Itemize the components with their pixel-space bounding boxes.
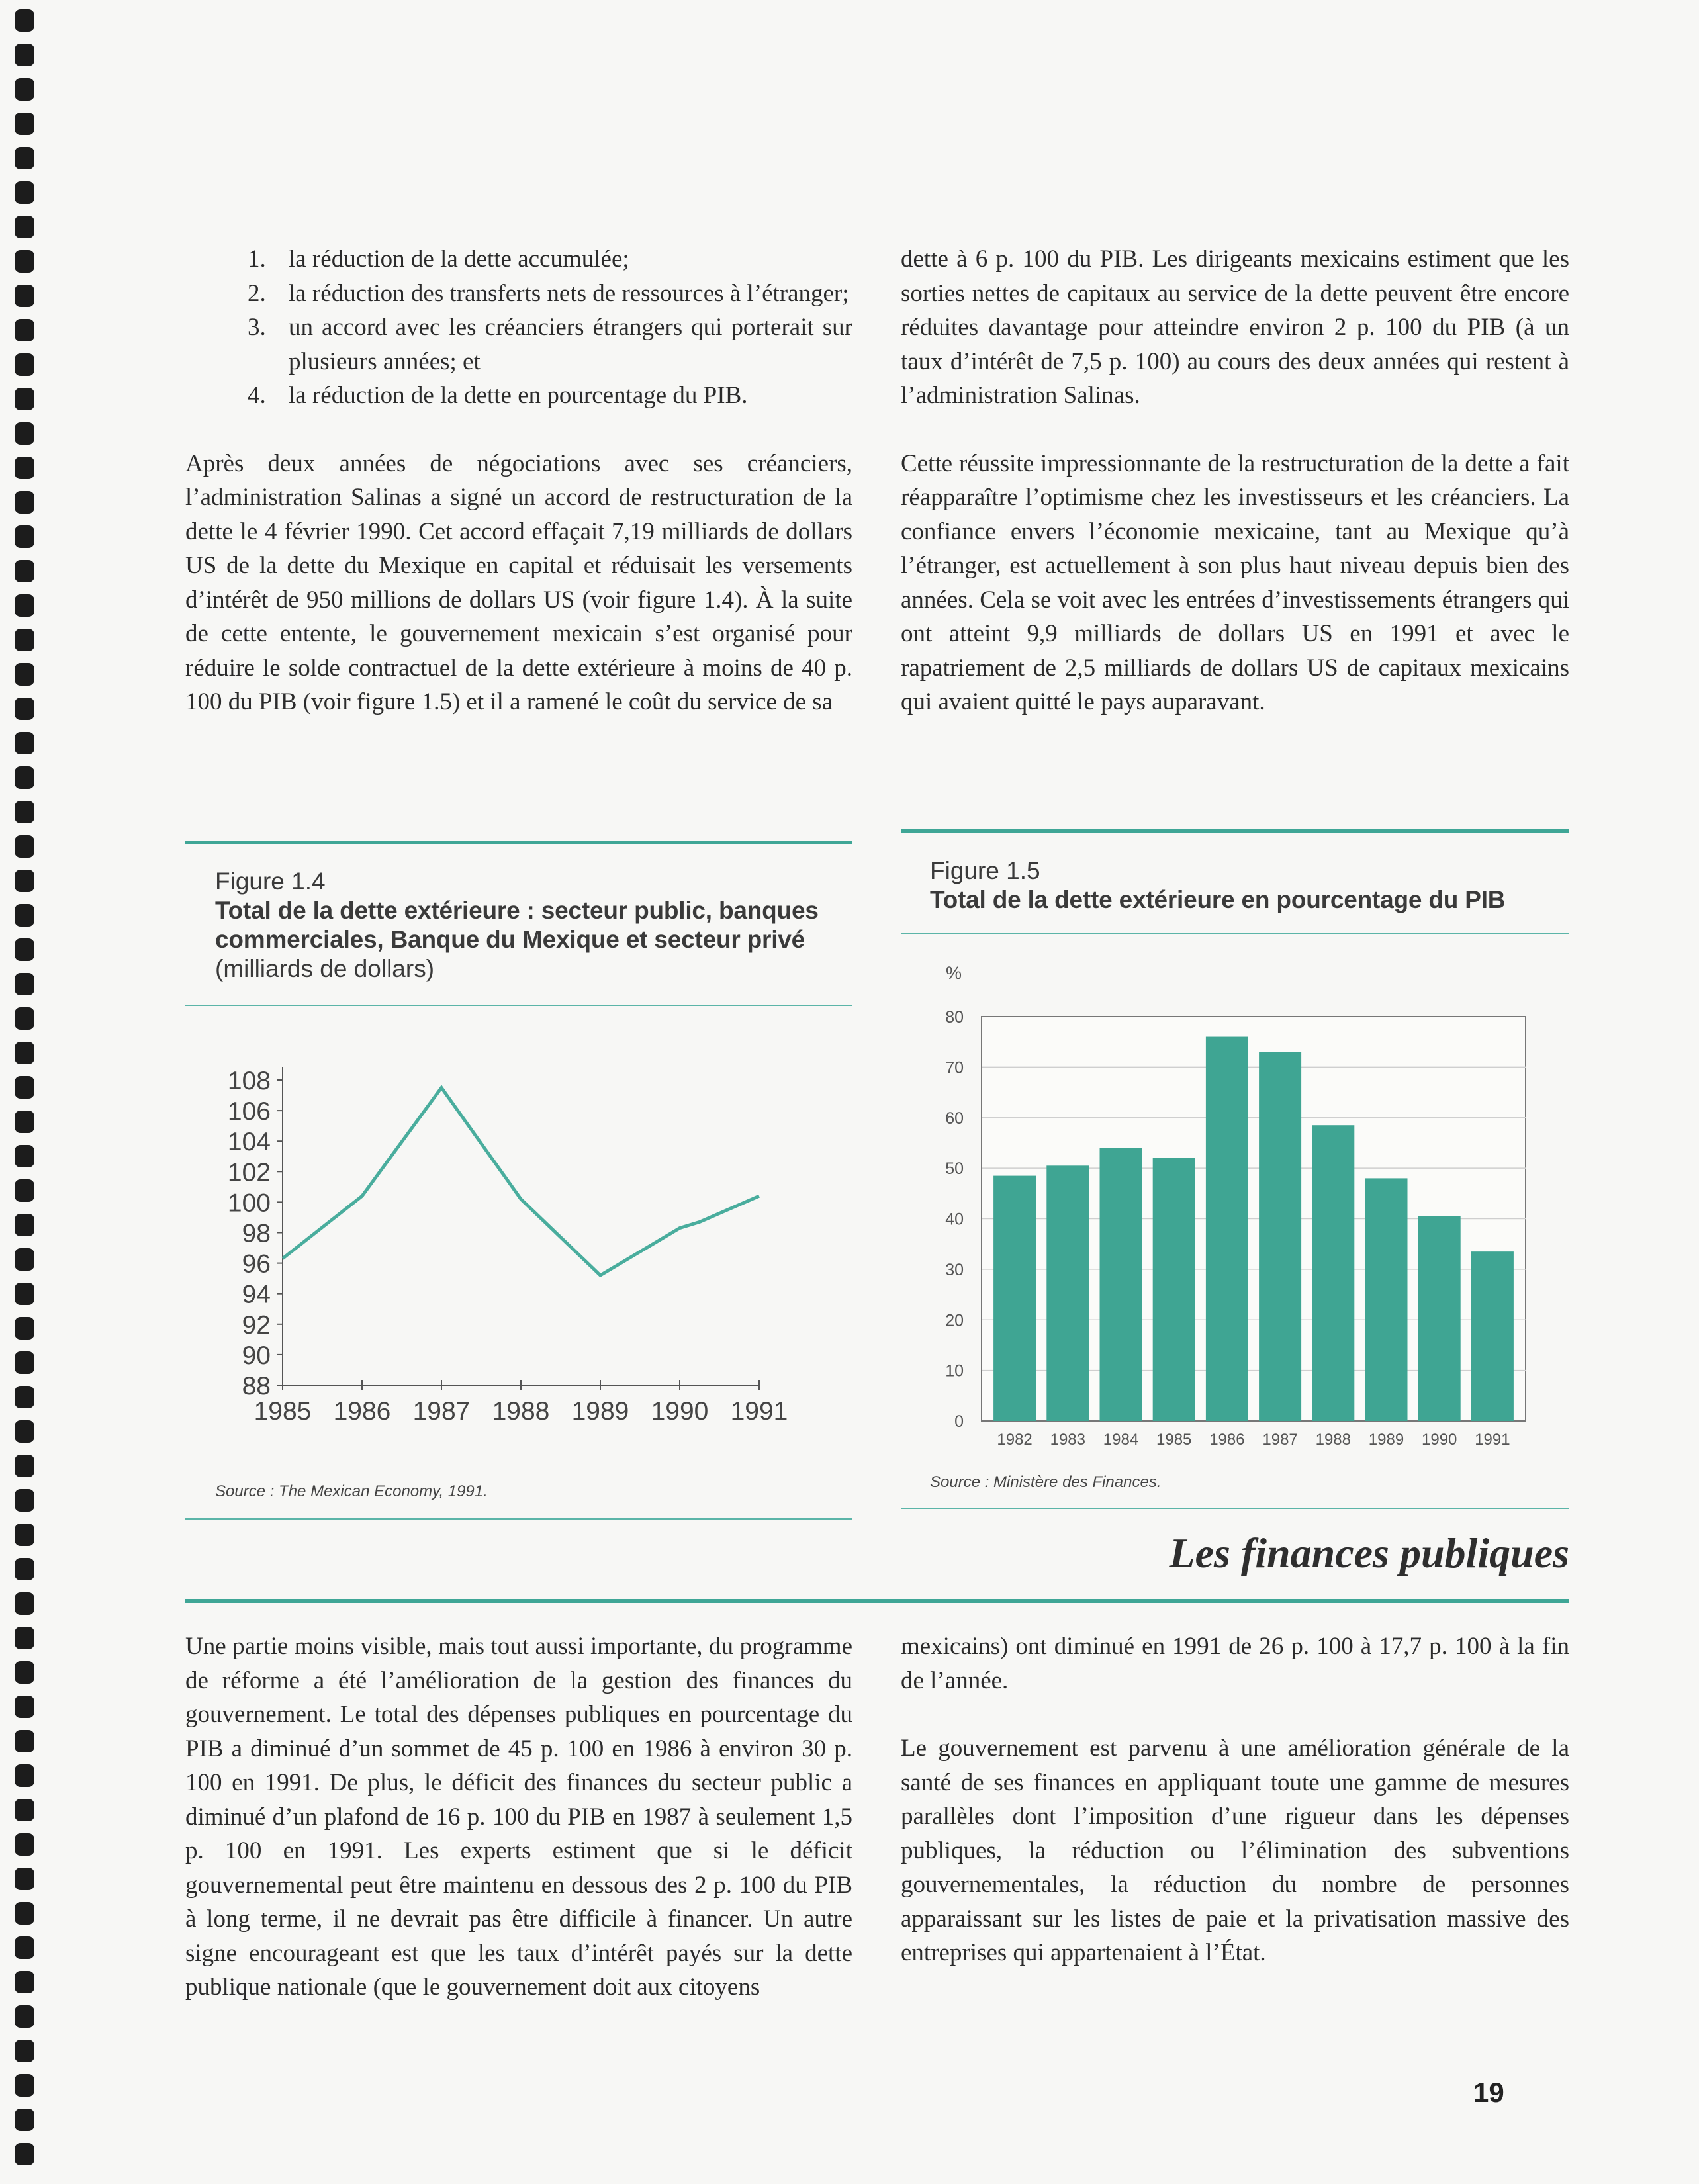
list-text: la réduction de la dette accumulée; bbox=[289, 246, 629, 273]
bar bbox=[1046, 1165, 1089, 1421]
left-column-top bbox=[185, 242, 852, 753]
list-text: un accord avec les créanciers étrangers qui porterait sur plusieurs années; et bbox=[289, 314, 852, 375]
y-tick-label: 102 bbox=[227, 1158, 271, 1187]
list-number: 1. bbox=[248, 246, 266, 273]
binding-hole bbox=[15, 1351, 34, 1374]
binding-hole bbox=[15, 285, 34, 307]
figure-title: Total de la dette extérieure : secteur public, banques commerciales, Banque du Mexique et secteur privé bbox=[215, 897, 819, 953]
numbered-list bbox=[185, 242, 852, 413]
binding-hole bbox=[15, 1696, 34, 1718]
binding-hole bbox=[15, 1936, 34, 1959]
y-tick-label: 80 bbox=[945, 1008, 964, 1026]
binding-hole bbox=[15, 44, 34, 66]
binding-hole bbox=[15, 1283, 34, 1305]
list-text: la réduction de la dette en pourcentage du PIB. bbox=[289, 382, 748, 409]
binding-hole bbox=[15, 1007, 34, 1030]
x-tick-label: 1991 bbox=[1475, 1431, 1510, 1449]
y-tick-label: 40 bbox=[945, 1210, 964, 1229]
x-tick-label: 1989 bbox=[571, 1397, 629, 1426]
y-tick-label: 50 bbox=[945, 1160, 964, 1179]
binding-hole bbox=[15, 9, 34, 32]
figure-source: Source : The Mexican Economy, 1991. bbox=[215, 1482, 488, 1500]
figure-bottom-rule bbox=[901, 1508, 1569, 1509]
x-tick-label: 1989 bbox=[1368, 1431, 1404, 1449]
x-tick-label: 1988 bbox=[1315, 1431, 1351, 1449]
x-tick-label: 1988 bbox=[492, 1397, 550, 1426]
y-tick-label: 94 bbox=[242, 1280, 271, 1309]
paragraph: Cette réussite impressionnante de la restructuration de la dette a fait réapparaître l’optimisme chez les investisseurs et les créanciers. La confiance envers l’économie mexicaine, tant au Mexique qu’à l’étranger, est actuellement à son plus haut niveau depuis bien des années. Cela se voit avec les entrées d’investissements étrangers qui ont atteint 9,9 milliards de dollars US en 1991 et avec le rapatriement de 2,5 milliards de dollars US de capitaux mexicains qui avaient quitté le pays auparavant. bbox=[901, 449, 1569, 715]
binding-hole bbox=[15, 1317, 34, 1340]
section-rule bbox=[185, 1599, 1569, 1603]
figure-top-rule bbox=[185, 841, 852, 844]
x-tick-label: 1982 bbox=[997, 1431, 1033, 1449]
binding-hole bbox=[15, 1868, 34, 1890]
figure-bottom-rule bbox=[185, 1518, 852, 1520]
binding-hole bbox=[15, 2040, 34, 2062]
binding-hole bbox=[15, 491, 34, 514]
list-number: 4. bbox=[248, 382, 266, 409]
list-text: la réduction des transferts nets de ressources à l’étranger; bbox=[289, 279, 849, 307]
binding-hole bbox=[15, 353, 34, 376]
binding-hole bbox=[15, 560, 34, 582]
section-title: Les finances publiques bbox=[1169, 1529, 1569, 1576]
bar bbox=[1471, 1251, 1514, 1421]
binding-hole bbox=[15, 1661, 34, 1684]
binding-hole bbox=[15, 388, 34, 410]
y-tick-label: 0 bbox=[954, 1412, 964, 1431]
binding-hole bbox=[15, 319, 34, 341]
binding-hole bbox=[15, 1386, 34, 1408]
line-chart bbox=[185, 1046, 852, 1443]
figure-title: Total de la dette extérieure en pourcentage du PIB bbox=[930, 886, 1506, 913]
binding-hole bbox=[15, 147, 34, 169]
binding-hole bbox=[15, 1833, 34, 1856]
binding-hole bbox=[15, 801, 34, 823]
paragraph: Une partie moins visible, mais tout aussi importante, du programme de réforme a été l’amélioration de la gestion des finances du gouvernement. Le total des dépenses publiques en pourcentage du PIB a diminué d’un sommet de 45 p. 100 en 1986 à environ 30 p. 100 en 1991. De plus, le déficit des finances du secteur public a diminué d’un plafond de 16 p. 100 du PIB en 1987 à seulement 1,5 p. 100 en 1991. Les experts estiment que si le déficit gouvernemental peut être maintenu en dessous des 2 p. 100 du PIB à long terme, il ne devrait pas être difficile à financer. Un autre signe encourageant est que les taux d’intérêt payés sur la dette publique nationale (que le gouvernement doit aux citoyens bbox=[185, 1633, 852, 2001]
bar bbox=[1259, 1052, 1301, 1421]
x-tick-label: 1986 bbox=[1209, 1431, 1245, 1449]
binding-hole bbox=[15, 1420, 34, 1443]
binding-hole bbox=[15, 1730, 34, 1752]
binding-hole bbox=[15, 1179, 34, 1202]
list-item bbox=[185, 310, 852, 379]
y-tick-label: 90 bbox=[242, 1341, 271, 1370]
binding-hole bbox=[15, 904, 34, 927]
y-axis-label: % bbox=[945, 963, 962, 983]
y-tick-label: 88 bbox=[242, 1372, 271, 1400]
bar bbox=[1153, 1158, 1195, 1421]
y-tick-label: 30 bbox=[945, 1260, 964, 1279]
binding-hole bbox=[15, 2005, 34, 2028]
binding-hole bbox=[15, 457, 34, 479]
binding-hole bbox=[15, 1764, 34, 1787]
binding-hole bbox=[15, 938, 34, 961]
x-tick-label: 1990 bbox=[1422, 1431, 1457, 1449]
figure-rule bbox=[185, 1005, 852, 1006]
binding-hole bbox=[15, 1902, 34, 1925]
list-number: 3. bbox=[248, 314, 266, 341]
x-tick-label: 1985 bbox=[253, 1397, 312, 1426]
x-tick-label: 1987 bbox=[412, 1397, 471, 1426]
y-tick-label: 20 bbox=[945, 1311, 964, 1330]
binding-hole bbox=[15, 422, 34, 445]
paragraph: dette à 6 p. 100 du PIB. Les dirigeants mexicains estiment que les sorties nettes de capitaux au service de la dette peuvent être encore réduites davantage pour atteindre environ 2 p. 100 du PIB (à un taux d’intérêt de 7,5 p. 100) au cours des deux années qui restent à l’administration Salinas. bbox=[901, 246, 1569, 409]
x-tick-label: 1991 bbox=[730, 1397, 788, 1426]
left-column-bottom bbox=[185, 1629, 852, 2038]
figure-rule bbox=[901, 933, 1569, 934]
list-number: 2. bbox=[248, 279, 266, 307]
figure-number: Figure 1.5 bbox=[930, 857, 1040, 884]
binding-hole bbox=[15, 2074, 34, 2097]
list-item bbox=[185, 242, 852, 277]
binding-hole bbox=[15, 181, 34, 204]
binding-hole bbox=[15, 663, 34, 686]
binding-hole bbox=[15, 113, 34, 135]
x-tick-label: 1986 bbox=[333, 1397, 391, 1426]
binding-hole bbox=[15, 732, 34, 754]
binding-hole bbox=[15, 216, 34, 238]
figure-source: Source : Ministère des Finances. bbox=[930, 1473, 1162, 1491]
x-tick-label: 1990 bbox=[651, 1397, 709, 1426]
binding-hole bbox=[15, 973, 34, 995]
y-tick-label: 60 bbox=[945, 1109, 964, 1128]
paragraph: mexicains) ont diminué en 1991 de 26 p. 100 à 17,7 p. 100 à la fin de l’année. bbox=[901, 1633, 1569, 1694]
bar bbox=[993, 1176, 1036, 1421]
binding-hole bbox=[15, 766, 34, 789]
bar bbox=[1206, 1037, 1248, 1421]
y-tick-label: 96 bbox=[242, 1250, 271, 1279]
right-column-bottom bbox=[901, 1629, 1569, 2004]
spiral-binding bbox=[15, 0, 41, 2184]
x-tick-label: 1985 bbox=[1156, 1431, 1192, 1449]
bar bbox=[1312, 1125, 1354, 1421]
binding-hole bbox=[15, 1248, 34, 1271]
binding-hole bbox=[15, 1076, 34, 1099]
series-line bbox=[283, 1088, 759, 1276]
x-tick-label: 1987 bbox=[1262, 1431, 1298, 1449]
binding-hole bbox=[15, 1455, 34, 1477]
figure-number: Figure 1.4 bbox=[215, 868, 326, 895]
x-tick-label: 1984 bbox=[1103, 1431, 1139, 1449]
right-column-top bbox=[901, 242, 1569, 753]
y-tick-label: 100 bbox=[227, 1189, 271, 1218]
binding-hole bbox=[15, 250, 34, 273]
binding-hole bbox=[15, 1214, 34, 1236]
binding-hole bbox=[15, 2109, 34, 2131]
y-tick-label: 70 bbox=[945, 1058, 964, 1077]
binding-hole bbox=[15, 1971, 34, 1993]
binding-hole bbox=[15, 1627, 34, 1649]
figure-1-5-caption bbox=[930, 856, 1559, 915]
binding-hole bbox=[15, 835, 34, 858]
binding-hole bbox=[15, 1799, 34, 1821]
paragraph: Après deux années de négociations avec ses créanciers, l’administration Salinas a signé un accord de restructuration de la dette le 4 février 1990. Cet accord effaçait 7,19 milliards de dollars US de la dette du Mexique en capital et réduisait les versements d’intérêt de 950 millions de dollars US (voir figure 1.4). À la suite de cette entente, le gouvernement mexicain s’est organisé pour réduire le solde contractuel de la dette extérieure à moins de 40 p. 100 du PIB (voir figure 1.5) et il a ramené le coût du service de sa bbox=[185, 449, 852, 715]
binding-hole bbox=[15, 1524, 34, 1546]
binding-hole bbox=[15, 1592, 34, 1615]
binding-hole bbox=[15, 525, 34, 548]
figure-unit: (milliards de dollars) bbox=[215, 955, 435, 982]
bar bbox=[1100, 1148, 1142, 1421]
bar bbox=[1418, 1216, 1461, 1421]
figure-top-rule bbox=[901, 829, 1569, 833]
y-tick-label: 92 bbox=[242, 1310, 271, 1340]
binding-hole bbox=[15, 78, 34, 101]
binding-hole bbox=[15, 698, 34, 720]
list-item bbox=[185, 277, 852, 311]
y-tick-label: 104 bbox=[227, 1128, 271, 1157]
y-tick-label: 98 bbox=[242, 1219, 271, 1248]
y-tick-label: 108 bbox=[227, 1067, 271, 1095]
figure-1-4-caption bbox=[215, 867, 837, 983]
binding-hole bbox=[15, 1042, 34, 1064]
paragraph: Le gouvernement est parvenu à une amélioration générale de la santé de ses finances en appliquant toute une gamme de mesures parallèles dont l’imposition d’une rigueur dans les dépenses publiques, la réduction ou l’élimination des subventions gouvernementales, la réduction du nombre de personnes apparaissant sur les listes de paie et la privatisation massive des entreprises qui appartenaient à l’État. bbox=[901, 1735, 1569, 1966]
y-tick-label: 106 bbox=[227, 1097, 271, 1126]
y-tick-label: 10 bbox=[945, 1361, 964, 1381]
binding-hole bbox=[15, 594, 34, 617]
list-item bbox=[185, 379, 852, 413]
binding-hole bbox=[15, 870, 34, 892]
binding-hole bbox=[15, 1558, 34, 1580]
bar-chart bbox=[901, 953, 1569, 1456]
x-tick-label: 1983 bbox=[1050, 1431, 1085, 1449]
page-number: 19 bbox=[1473, 2077, 1504, 2108]
bar bbox=[1365, 1178, 1408, 1421]
binding-hole bbox=[15, 1145, 34, 1167]
binding-hole bbox=[15, 629, 34, 651]
binding-hole bbox=[15, 1111, 34, 1133]
binding-hole bbox=[15, 1489, 34, 1512]
binding-hole bbox=[15, 2143, 34, 2165]
